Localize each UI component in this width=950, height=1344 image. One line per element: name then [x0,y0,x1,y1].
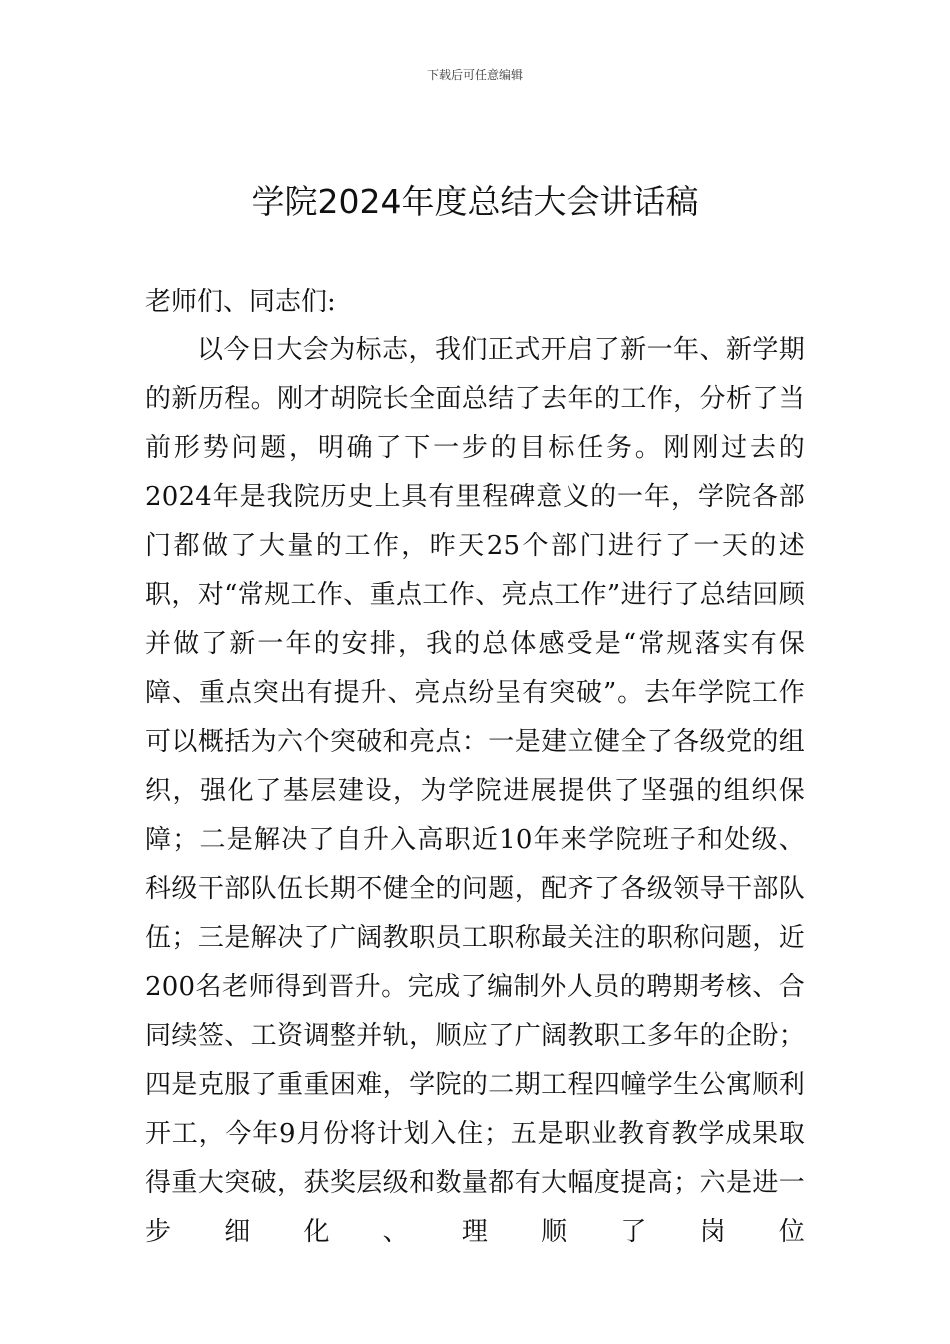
body-paragraph: 以今日大会为标志，我们正式开启了新一年、新学期的新历程。刚才胡院长全面总结了去年的工作，分析了当前形势问题，明确了下一步的目标任务。刚刚过去的2024年是我院历史上具有里程碑意义的一年，学院各部门都做了大量的工作，昨天25个部门进行了一天的述职，对“常规工作、重点工作、亮点工作”进行了总结回顾并做了新一年的安排，我的总体感受是“常规落实有保障、重点突出有提升、亮点纷呈有突破”。去年学院工作可以概括为六个突破和亮点：一是建立健全了各级党的组织，强化了基层建设，为学院进展提供了坚强的组织保障；二是解决了自升入高职近10年来学院班子和处级、科级干部队伍长期不健全的问题，配齐了各级领导干部队伍；三是解决了广阔教职员工职称最关注的职称问题，近200名老师得到晋升。完成了编制外人员的聘期考核、合同续签、工资调整并轨，顺应了广阔教职工多年的企盼；四是克服了重重困难，学院的二期工程四幢学生公寓顺利开工，今年9月份将计划入住；五是职业教育教学成果取得重大突破，获奖层级和数量都有大幅度提高；六是进一步细化、理顺了岗位 [145,335,805,1247]
page-header-note: 下载后可任意编辑 [426,68,523,82]
document-title: 学院2024年度总结大会讲话稿 [251,182,699,221]
salutation: 老师们、同志们: [145,287,336,317]
